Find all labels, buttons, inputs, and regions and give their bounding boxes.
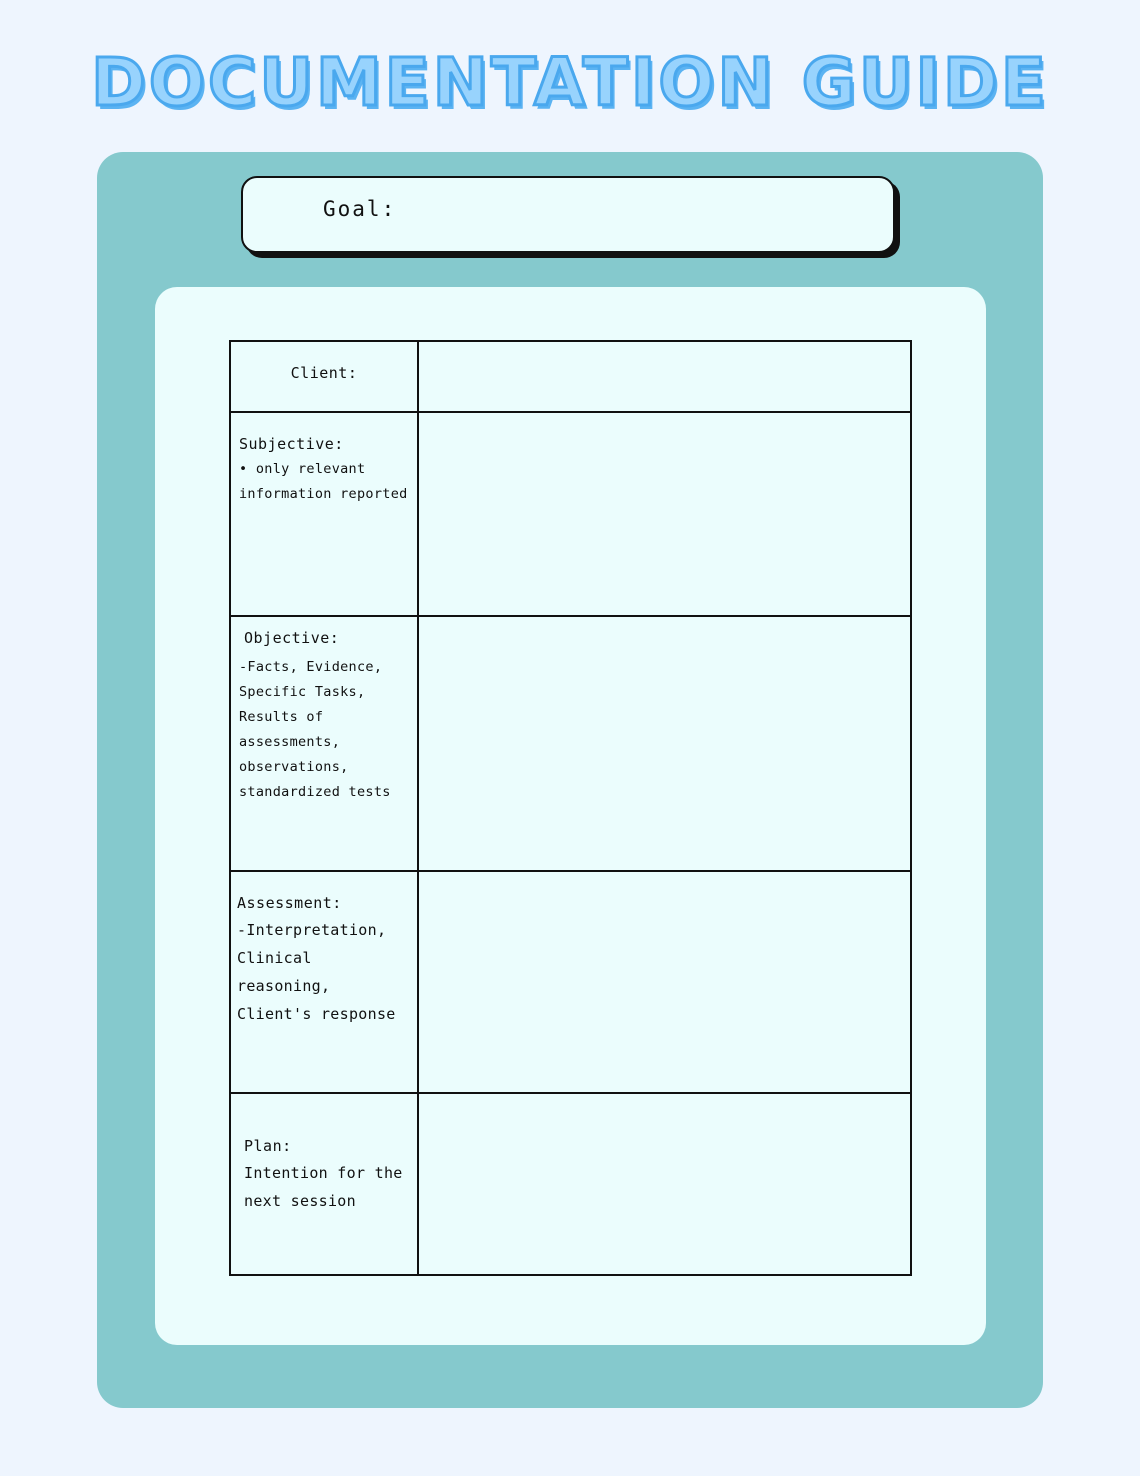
- table-row-assessment: [230, 871, 911, 1093]
- goal-label: Goal:: [323, 197, 397, 221]
- client-input-cell[interactable]: [418, 341, 911, 412]
- objective-note: assessments,: [239, 734, 341, 750]
- table-row-subjective: [230, 412, 911, 616]
- objective-label-cell: [230, 616, 418, 871]
- assessment-note: Clinical reasoning,: [237, 949, 331, 995]
- plan-note: Intention for the: [244, 1164, 403, 1182]
- plan-input-cell[interactable]: [418, 1093, 911, 1275]
- objective-note: -Facts, Evidence,: [239, 659, 383, 675]
- client-label-cell: [230, 341, 418, 412]
- plan-label-cell: [230, 1093, 418, 1275]
- client-label: Client:: [290, 364, 358, 382]
- objective-heading: Objective:: [244, 629, 340, 647]
- objective-note: Specific Tasks,: [239, 684, 366, 700]
- page-title: DOCUMENTATION GUIDE: [91, 44, 1049, 121]
- assessment-heading: Assessment:: [237, 894, 342, 912]
- objective-input-cell[interactable]: [418, 616, 911, 871]
- plan-heading: Plan:: [244, 1137, 292, 1155]
- subjective-heading: Subjective:: [239, 435, 344, 453]
- soap-note-table: [229, 340, 912, 1276]
- assessment-label-cell: [230, 871, 418, 1093]
- objective-note: Results of: [239, 709, 324, 725]
- table-row-objective: [230, 616, 911, 871]
- assessment-note: Client's response: [237, 1005, 396, 1023]
- table-row-plan: [230, 1093, 911, 1275]
- plan-note: next session: [244, 1192, 356, 1210]
- objective-note: observations,: [239, 759, 349, 775]
- subjective-input-cell[interactable]: [418, 412, 911, 616]
- objective-note: standardized tests: [239, 784, 391, 800]
- assessment-note: -Interpretation,: [237, 921, 387, 939]
- subjective-label-cell: [230, 412, 418, 616]
- subjective-note: • only relevant: [239, 461, 366, 477]
- assessment-input-cell[interactable]: [418, 871, 911, 1093]
- goal-field[interactable]: [241, 176, 895, 253]
- subjective-note: information reported: [239, 486, 408, 502]
- table-row-client: [230, 341, 911, 412]
